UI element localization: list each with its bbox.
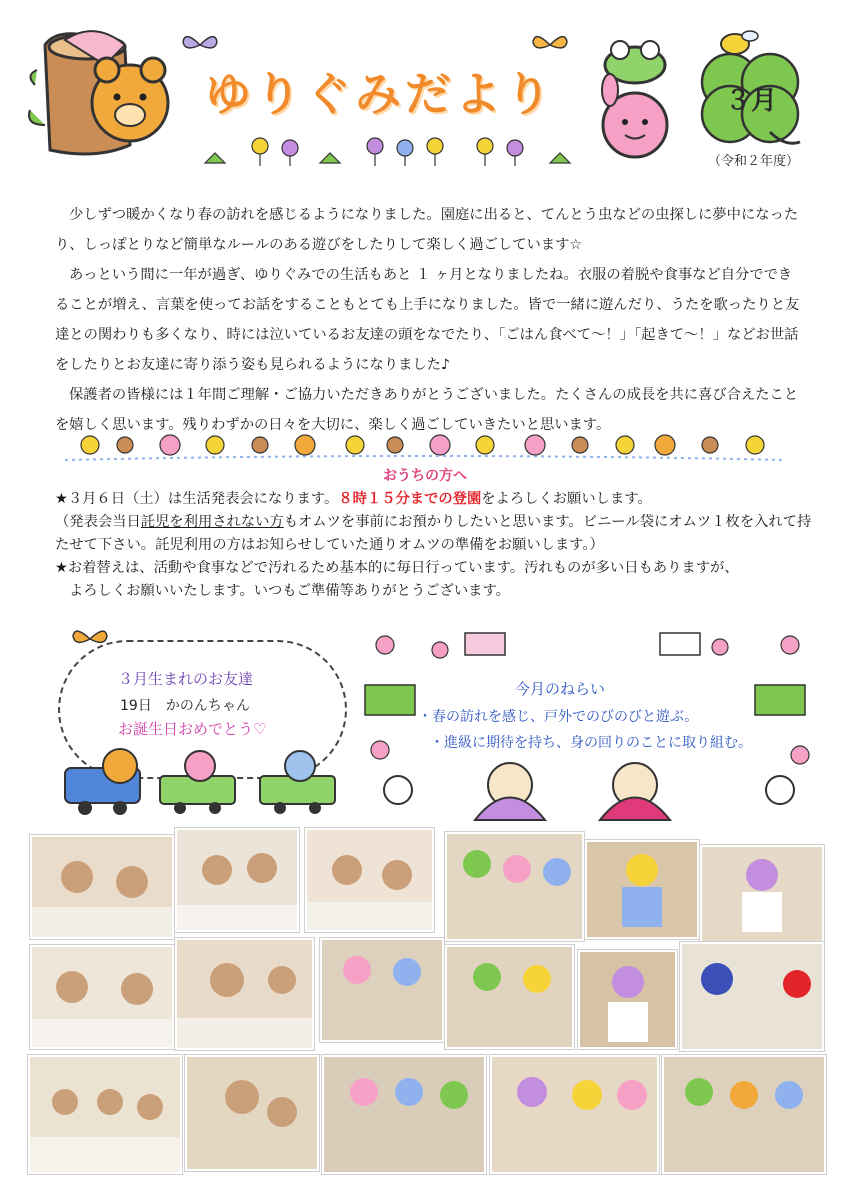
notice-text: をよろしくお願いします。 bbox=[481, 491, 652, 507]
class-photo bbox=[700, 845, 824, 944]
month-label: ３月 bbox=[724, 86, 777, 116]
class-photo bbox=[320, 938, 444, 1042]
class-photo bbox=[175, 828, 299, 932]
intro-paragraph-2: あっという間に一年が過ぎ、ゆりぐみでの生活もあと １ ヶ月となりましたね。衣服の着脱や食事など自分でできることが増え、言葉を使ってお話をすることもとても上手になりました。皆で一緒に遊んだり、うたを歌ったりと友達との関わりも多くなり、時には泣いているお友達の頭をなでたり、「ごはん食べて～！」「起きて～！」などお世話をしたりとお友達に寄り添う姿も見られるようになりました♪ bbox=[55, 267, 800, 373]
class-photo bbox=[322, 1055, 486, 1174]
class-photo bbox=[662, 1055, 826, 1174]
notice-text: もオムツを事前にお預かりしたいと思います。ビニール袋にオムツ１枚を入れて持たせて下さい。託児利用の方はお知らせしていた通りオムツの準備をお願いします。） bbox=[55, 514, 812, 553]
flower-row-decoration bbox=[195, 128, 595, 168]
era-label: （令和２年度） bbox=[708, 154, 800, 169]
intro-paragraph-3: 保護者の皆様には１年間ご理解・ご協力いただきありがとうございました。たくさんの成長を共に喜び合えたことを嬉しく思います。残りわずかの日々を大切に、楽しく過ごしていきたいと思います。 bbox=[55, 387, 799, 433]
notice-item-clothes bbox=[55, 557, 815, 580]
class-photo bbox=[445, 832, 584, 941]
flower-divider-decoration bbox=[65, 430, 785, 465]
newsletter-title: ゆりぐみだより bbox=[205, 67, 555, 121]
train-illustration bbox=[60, 748, 350, 818]
birthday-child: 19日 かのんちゃん bbox=[120, 698, 250, 714]
class-photo bbox=[445, 945, 574, 1049]
class-photo bbox=[578, 950, 677, 1049]
class-photo bbox=[185, 1055, 319, 1171]
aims-title: 今月のねらい bbox=[515, 680, 606, 698]
butterfly-icon bbox=[530, 30, 570, 60]
notice-text: ★お着替えは、活動や食事などで汚れるため基本的に毎日行っています。汚れものが多い日もありますが、 bbox=[55, 560, 739, 576]
class-photo bbox=[175, 938, 314, 1050]
aims-list bbox=[418, 704, 752, 756]
bee-icon bbox=[715, 28, 765, 58]
childcare-underline: 託児を利用されない方 bbox=[140, 514, 284, 530]
birthday-title: ３月生まれのお友達 bbox=[118, 670, 254, 688]
intro-text bbox=[55, 200, 805, 440]
class-photo bbox=[28, 1055, 182, 1174]
notice-body bbox=[55, 488, 815, 603]
bear-stump-illustration bbox=[25, 25, 195, 165]
notice-item-presentation bbox=[55, 488, 815, 511]
aim-item: ・進級に期待を持ち、身の回りのことに取り組む。 bbox=[430, 735, 752, 751]
notice-text: ★３月６日（土）は生活発表会になります。 bbox=[55, 491, 339, 507]
butterfly-icon bbox=[70, 625, 110, 653]
notice-item-clothes-cont: よろしくお願いいたします。いつもご準備等ありがとうございます。 bbox=[69, 583, 510, 599]
frog-bunny-illustration bbox=[580, 30, 700, 170]
class-photo bbox=[680, 942, 824, 1051]
notice-heading: おうちの方へ bbox=[383, 468, 467, 484]
aim-item: ・春の訪れを感じ、戸外でのびのびと遊ぶ。 bbox=[418, 709, 699, 725]
notice-item-diapers bbox=[55, 511, 815, 557]
birthday-message: お誕生日おめでとう♡ bbox=[118, 720, 267, 738]
class-photo bbox=[305, 828, 434, 932]
notice-text: （発表会当日 bbox=[55, 514, 141, 530]
arrival-time-highlight: ８時１５分までの登園 bbox=[338, 491, 482, 507]
class-photo bbox=[585, 840, 699, 939]
intro-paragraph-1: 少しずつ暖かくなり春の訪れを感じるようになりました。園庭に出ると、てんとう虫などの虫探しに夢中になったり、しっぽとりなど簡単なルールのある遊びをしたりして楽しく過ごしています☆ bbox=[55, 207, 799, 253]
class-photo bbox=[490, 1055, 659, 1174]
class-photo bbox=[30, 945, 174, 1049]
class-photo bbox=[30, 835, 174, 939]
butterfly-icon bbox=[180, 30, 220, 60]
